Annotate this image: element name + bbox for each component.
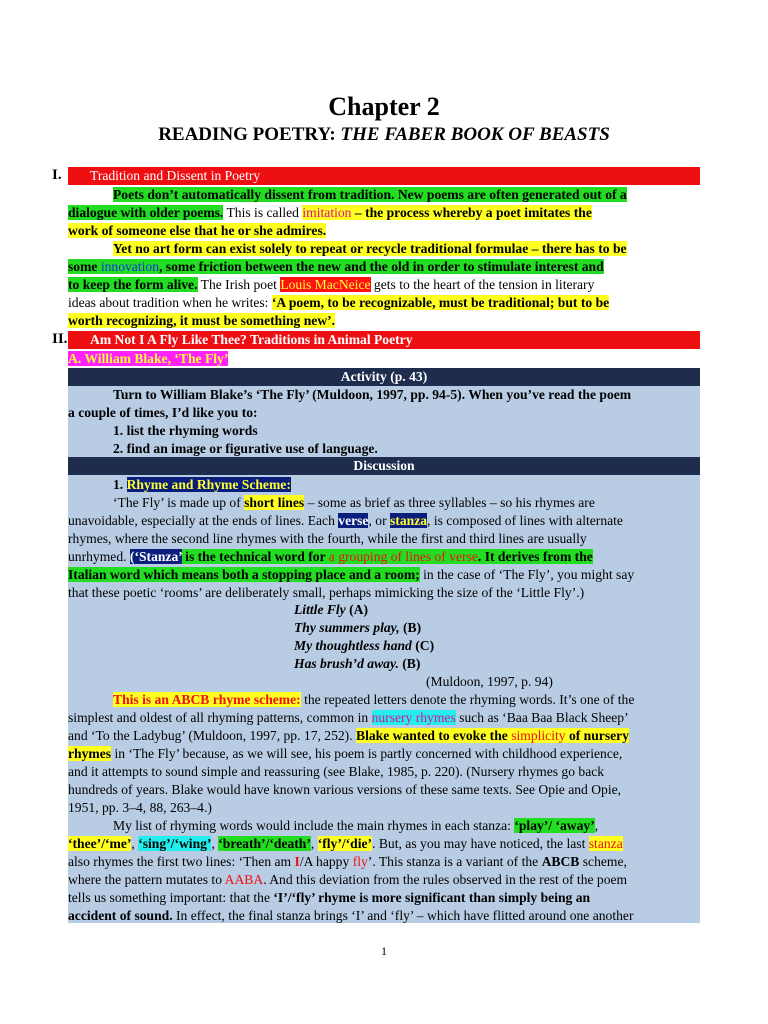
section-heading-1: Tradition and Dissent in Poetry: [68, 167, 700, 185]
activity-header: Activity (p. 43): [68, 368, 700, 386]
discussion-line: and ‘To the Ladybug’ (Muldoon, 1997, pp. 17, 252). Blake wanted to evoke the simplicity of nursery: [68, 728, 629, 743]
paragraph-line: to keep the form alive. The Irish poet Louis MacNeice gets to the heart of the tension in literary: [68, 277, 595, 292]
poem-line: Has brush’d away. (B): [294, 656, 421, 671]
paragraph-line: ideas about tradition when he writes: ‘A poem, to be recognizable, must be traditional; but to be: [68, 295, 610, 310]
rhyme-subheading: 1. Rhyme and Rhyme Scheme:: [113, 477, 291, 492]
section-numeral-1: I.: [52, 167, 62, 183]
paragraph-line: worth recognizing, it must be something new’.: [68, 313, 336, 328]
discussion-line: ‘thee’/‘me’, ‘sing’/‘wing’, ‘breath’/‘death’, ‘fly’/‘die’. But, as you may have noticed, the last stanza: [68, 836, 623, 851]
discussion-line: Italian word which means both a stopping place and a room; in the case of ‘The Fly’, you might say: [68, 567, 635, 582]
paragraph-line: some innovation, some friction between the new and the old in order to stimulate interest and: [68, 259, 604, 274]
discussion-line: tells us something important: that the ‘I’/‘fly’ rhyme is more significant than simply being an: [68, 890, 591, 905]
subsection-a-heading: A. William Blake, ‘The Fly’: [68, 351, 229, 366]
activity-list-item: 1. list the rhyming words: [113, 423, 258, 438]
paragraph-line: Yet no art form can exist solely to repeat or recycle traditional formulae – there has to be: [113, 241, 627, 256]
discussion-line: This is an ABCB rhyme scheme: the repeated letters denote the rhyming words. It’s one of the: [113, 692, 635, 707]
activity-list-item: 2. find an image or figurative use of language.: [113, 441, 378, 456]
discussion-line: that these poetic ‘rooms’ are deliberately small, perhaps mimicking the size of the ‘Little Fly’.): [68, 585, 585, 600]
activity-line: a couple of times, I’d like you to:: [68, 405, 258, 420]
discussion-line: accident of sound. In effect, the final stanza brings ‘I’ and ‘fly’ – which have flitted around one another: [68, 908, 634, 923]
discussion-line: unrhymed. (‘Stanza’ is the technical word for a grouping of lines of verse. It derives from the: [68, 549, 593, 564]
chapter-subtitle: READING POETRY: THE FABER BOOK OF BEASTS: [158, 124, 610, 145]
poem-line: Thy summers play, (B): [294, 620, 422, 635]
discussion-line: rhymes in ‘The Fly’ because, as we will see, his poem is partly concerned with childhood experience,: [68, 746, 623, 761]
discussion-line: My list of rhyming words would include the main rhymes in each stanza: ‘play’/ ‘away’,: [113, 818, 599, 833]
discussion-line: rhymes, where the second line rhymes with the fourth, while the first and third lines are usually: [68, 531, 587, 546]
discussion-line: unavoidable, especially at the ends of lines. Each verse, or stanza, is composed of lines with alternate: [68, 513, 623, 528]
section-heading-2: Am Not I A Fly Like Thee? Traditions in Animal Poetry: [68, 331, 700, 349]
discussion-line: hundreds of years. Blake would have known various versions of these same texts. See Opie and Opie,: [68, 782, 622, 797]
paragraph-line: dialogue with older poems. This is called imitation – the process whereby a poet imitates the: [68, 205, 592, 220]
poem-line: My thoughtless hand (C): [294, 638, 435, 653]
discussion-line: ‘The Fly’ is made up of short lines – some as brief as three syllables – so his rhymes are: [113, 495, 595, 510]
poem-citation: (Muldoon, 1997, p. 94): [426, 674, 553, 689]
page-number: 1: [381, 944, 387, 958]
section-numeral-2: II.: [52, 331, 68, 347]
discussion-line: simplest and oldest of all rhyming patterns, common in nursery rhymes such as ‘Baa Baa Black Sheep’: [68, 710, 629, 725]
chapter-title: Chapter 2: [328, 92, 440, 121]
discussion-line: 1951, pp. 3–4, 88, 263–4.): [68, 800, 212, 815]
discussion-header: Discussion: [68, 457, 700, 475]
paragraph-line: work of someone else that he or she admires.: [68, 223, 327, 238]
discussion-line: and it attempts to sound simple and reassuring (see Blake, 1985, p. 220). (Nursery rhymes go back: [68, 764, 605, 779]
activity-line: Turn to William Blake’s ‘The Fly’ (Muldoon, 1997, pp. 94-5). When you’ve read the poem: [113, 387, 632, 402]
paragraph-line: Poets don’t automatically dissent from tradition. New poems are often generated out of a: [113, 187, 627, 202]
discussion-line: also rhymes the first two lines: ‘Then am I/A happy fly’. This stanza is a variant of the ABCB scheme,: [68, 854, 627, 869]
discussion-line: where the pattern mutates to AABA. And this deviation from the rules observed in the rest of the poem: [68, 872, 628, 887]
poem-line: Little Fly (A): [294, 602, 369, 617]
